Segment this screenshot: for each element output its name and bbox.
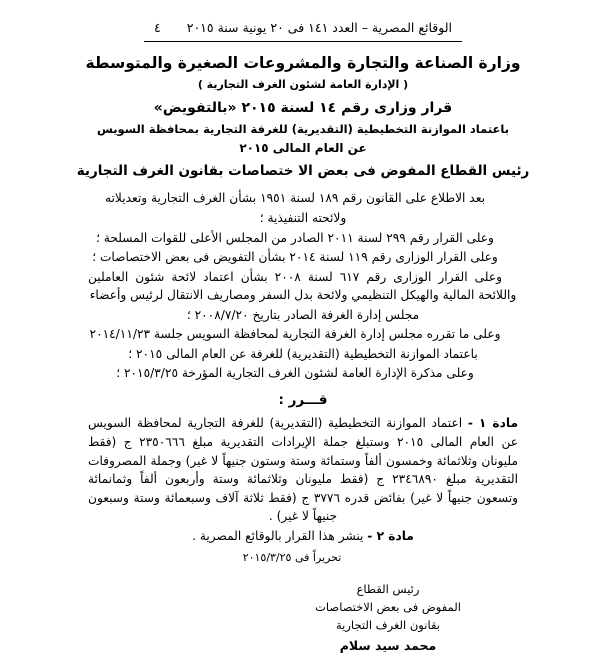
article-2 <box>88 527 518 546</box>
running-head <box>0 0 606 35</box>
preamble-paragraph-6: وعلى مذكرة الإدارة العامة لشئون الغرف التجارية المؤرخة ٢٠١٥/٣/٢٥ ؛ <box>116 366 474 381</box>
preamble-paragraph-4: وعلى القرار الوزارى رقم ٦١٧ لسنة ٢٠٠٨ بشأن اعتماد لائحة شئون العاملين واللائحة المالية والهيكل التنظيمي ولائحة بدل السفر ومصاريف الانتقال لرئيس وأعضاء <box>88 269 517 303</box>
decided-heading: قـــرر : <box>278 391 328 408</box>
title-block <box>0 53 606 180</box>
preamble-paragraph-1-tail: ولائحته التنفيذية ؛ <box>259 211 347 226</box>
ministry-title: وزارة الصناعة والتجارة والمشروعات الصغيرة والمتوسطة <box>85 54 521 72</box>
decree-subject: باعتماد الموازنة التخطيطية (التقديرية) للغرفة التجارية بمحافظة السويس <box>96 122 510 137</box>
issuing-authority: رئيس القطاع المفوض فى بعض الا ختصاصات بقانون الغرف التجارية <box>76 162 530 179</box>
preamble-paragraph-5-tail: باعتماد الموازنة التخطيطية (التقديرية) للغرفة عن العام المالى ٢٠١٥ ؛ <box>128 346 478 361</box>
gazette-title-line: الوقائع المصرية – العدد ١٤١ فى ٢٠ يونية سنة ٢٠١٥ <box>186 20 452 35</box>
article-1-text: اعتماد الموازنة التخطيطية (التقديرية) للغرفة التجارية لمحافظة السويس عن العام المالى ٢٠١٥ وستبلغ جملة الإيرادات التقديرية مبلغ ٢٣٥٠٦٦٦ ج (فقط مليونان وثلاثمائة وخمسون ألفاً وستمائة وستة وستون جنيهاً لا غير) وجملة المصروفات التقديرية مبلغ ٢٣٤٦٨٩٠ ج (فقط مليونان وثلاثمائة وستة وأربعون ألفاً وثمانمائة وتسعون جنيهاً لا غير) بفائض قدره ٣٧٧٦ ج (فقط ثلاثة آلاف وسبعمائة وستة وسبعون جنيهاً لا غير) . <box>88 416 518 524</box>
preamble-paragraph-3: وعلى القرار الوزارى رقم ١١٩ لسنة ٢٠١٤ بشأن التفويض فى بعض الاختصاصات ؛ <box>92 250 498 265</box>
article-2-label: مادة ٢ - <box>367 528 414 543</box>
issued-date-line: تحريراً فى ٢٠١٥/٣/٢٥ <box>242 551 342 565</box>
article-2-text: ينشر هذا القرار بالوقائع المصرية . <box>192 528 364 543</box>
preamble-paragraph-4-tail: مجلس إدارة الغرفة الصادر بتاريخ ٢٠٠٨/٧/٢٠ ؛ <box>186 307 420 322</box>
article-1 <box>88 414 518 525</box>
signatory-name: محمد سيد سلام <box>339 638 437 654</box>
department-subtitle: ( الإدارة العامة لشئون الغرف التجارية ) <box>197 77 409 91</box>
fiscal-year-line: عن العام المالى ٢٠١٥ <box>239 141 367 156</box>
page-number: ٤ <box>154 20 161 35</box>
article-1-label: مادة ١ - <box>467 416 518 431</box>
preamble-paragraph-2: وعلى القرار رقم ٢٩٩ لسنة ٢٠١١ الصادر من المجلس الأعلى للقوات المسلحة ؛ <box>96 230 494 245</box>
preamble-paragraph-1: بعد الاطلاع على القانون رقم ١٨٩ لسنة ١٩٥١ بشأن الغرف التجارية وتعديلاته <box>105 191 485 206</box>
signature-block <box>88 581 518 656</box>
signature-title-line-3: بقانون الغرف التجارية <box>336 617 440 632</box>
document-body <box>88 189 518 655</box>
signature-title-line-2: المفوض فى بعض الاختصاصات <box>315 599 461 614</box>
header-rule <box>144 41 462 42</box>
signature-title-line-1: رئيس القطاع <box>356 582 420 597</box>
decree-title: قرار وزارى رقم ١٤ لسنة ٢٠١٥ «بالتفويض» <box>153 100 453 117</box>
preamble-paragraph-5: وعلى ما تقرره مجلس إدارة الغرفة التجارية لمحافظة السويس جلسة ٢٠١٤/١١/٢٣ <box>89 327 501 342</box>
